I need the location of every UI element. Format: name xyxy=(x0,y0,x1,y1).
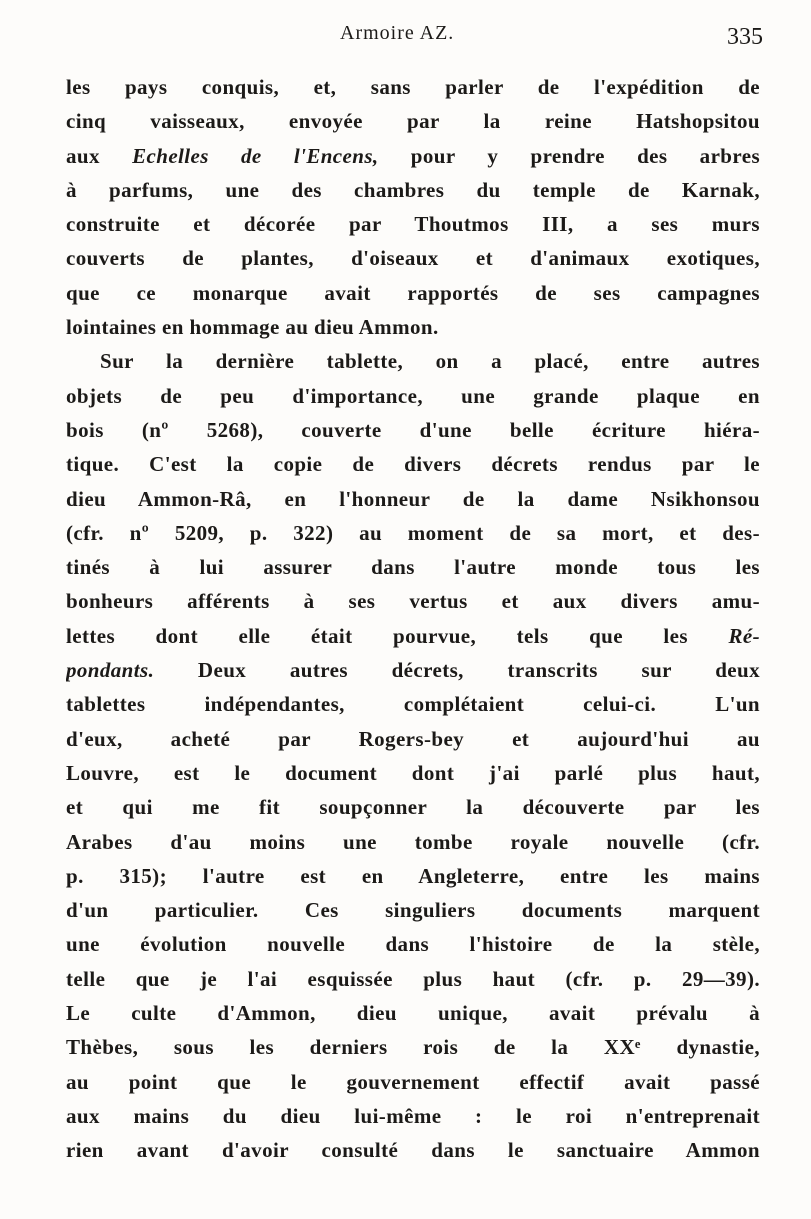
text-line xyxy=(66,619,760,653)
text-line xyxy=(66,310,760,344)
text-line xyxy=(66,550,760,584)
text-segment: et qui me fit soupçonner la découverte par les xyxy=(66,795,760,820)
text-line xyxy=(66,1065,760,1099)
text-segment: aux xyxy=(66,143,133,168)
text-segment: pour y prendre des arbres xyxy=(378,143,760,168)
text-segment: tinés à lui assurer dans l'autre monde tous les xyxy=(66,555,760,580)
text-line xyxy=(66,482,760,516)
text-line xyxy=(66,756,760,790)
running-title: Armoire AZ. xyxy=(340,22,455,44)
text-line xyxy=(66,962,760,996)
italic-text-segment: Echelles de l'Encens, xyxy=(132,143,379,168)
text-line xyxy=(66,70,760,104)
text-segment: les pays conquis, et, sans parler de l'expédition de xyxy=(66,75,760,99)
text-segment: aux mains du dieu lui-même : le roi n'entreprenait xyxy=(66,1103,760,1128)
text-line xyxy=(66,859,760,893)
text-segment: d'eux, acheté par Rogers-bey et aujourd'hui au xyxy=(66,726,760,751)
text-line xyxy=(66,516,760,550)
text-segment: d'un particulier. Ces singuliers documents marquent xyxy=(66,898,760,923)
text-line xyxy=(66,722,760,756)
text-line xyxy=(66,927,760,961)
text-line xyxy=(66,276,760,310)
text-segment: tablettes indépendantes, complétaient celui-ci. L'un xyxy=(66,692,760,717)
text-line xyxy=(66,687,760,721)
text-segment: objets de peu d'importance, une grande plaque en xyxy=(66,383,760,408)
text-segment: Louvre, est le document dont j'ai parlé plus haut, xyxy=(66,760,760,785)
text-segment: Sur la dernière tablette, on a placé, entre autres xyxy=(100,349,760,374)
text-line xyxy=(66,344,760,378)
text-line xyxy=(66,139,760,173)
text-line xyxy=(66,447,760,481)
text-segment: couverts de plantes, d'oiseaux et d'animaux exotiques, xyxy=(66,246,760,271)
text-line xyxy=(66,413,760,447)
text-segment: lettes dont elle était pourvue, tels que les xyxy=(66,623,729,648)
text-line xyxy=(66,653,760,687)
text-segment: Arabes d'au moins une tombe royale nouvelle (cfr. xyxy=(66,829,760,854)
body-text xyxy=(66,70,760,1168)
text-segment: telle que je l'ai esquissée plus haut (cfr. p. 29—39). xyxy=(66,966,760,991)
text-line xyxy=(66,173,760,207)
text-segment: Deux autres décrets, transcrits sur deux xyxy=(154,658,760,683)
text-line xyxy=(66,241,760,275)
running-head xyxy=(0,22,811,52)
text-segment: à parfums, une des chambres du temple de Karnak, xyxy=(66,177,760,202)
text-segment: dieu Ammon-Râ, en l'honneur de la dame Nsikhonsou xyxy=(66,486,760,511)
text-line xyxy=(66,1030,760,1064)
page-number: 335 xyxy=(727,24,763,50)
text-segment: p. 315); l'autre est en Angleterre, entre les mains xyxy=(66,863,760,888)
text-segment: lointaines en hommage au dieu Ammon. xyxy=(66,315,439,340)
text-line xyxy=(66,996,760,1030)
text-line xyxy=(66,790,760,824)
text-segment: que ce monarque avait rapportés de ses campagnes xyxy=(66,280,760,305)
text-segment: bonheurs afférents à ses vertus et aux divers amu- xyxy=(66,589,760,614)
text-line xyxy=(66,584,760,618)
text-line xyxy=(66,379,760,413)
text-segment: cinq vaisseaux, envoyée par la reine Hatshopsitou xyxy=(66,109,760,134)
italic-text-segment: pondants. xyxy=(66,658,155,683)
text-line xyxy=(66,893,760,927)
text-line xyxy=(66,104,760,138)
text-segment: construite et décorée par Thoutmos III, a ses murs xyxy=(66,212,760,237)
text-segment: tique. C'est la copie de divers décrets rendus par le xyxy=(66,452,760,477)
text-segment: au point que le gouvernement effectif avait passé xyxy=(66,1069,760,1094)
text-segment: (cfr. nº 5209, p. 322) au moment de sa mort, et des- xyxy=(66,520,760,545)
text-line xyxy=(66,825,760,859)
text-segment: bois (nº 5268), couverte d'une belle écriture hiéra- xyxy=(66,417,760,442)
text-line xyxy=(66,1099,760,1133)
text-segment: une évolution nouvelle dans l'histoire de la stèle, xyxy=(66,932,760,957)
text-line xyxy=(66,1133,760,1167)
text-line xyxy=(66,207,760,241)
text-segment: Thèbes, sous les derniers rois de la XXᵉ dynastie, xyxy=(66,1035,760,1060)
text-segment: Le culte d'Ammon, dieu unique, avait prévalu à xyxy=(66,1001,760,1026)
text-segment: rien avant d'avoir consulté dans le sanctuaire Ammon xyxy=(66,1138,760,1163)
italic-text-segment: Ré- xyxy=(728,623,760,648)
